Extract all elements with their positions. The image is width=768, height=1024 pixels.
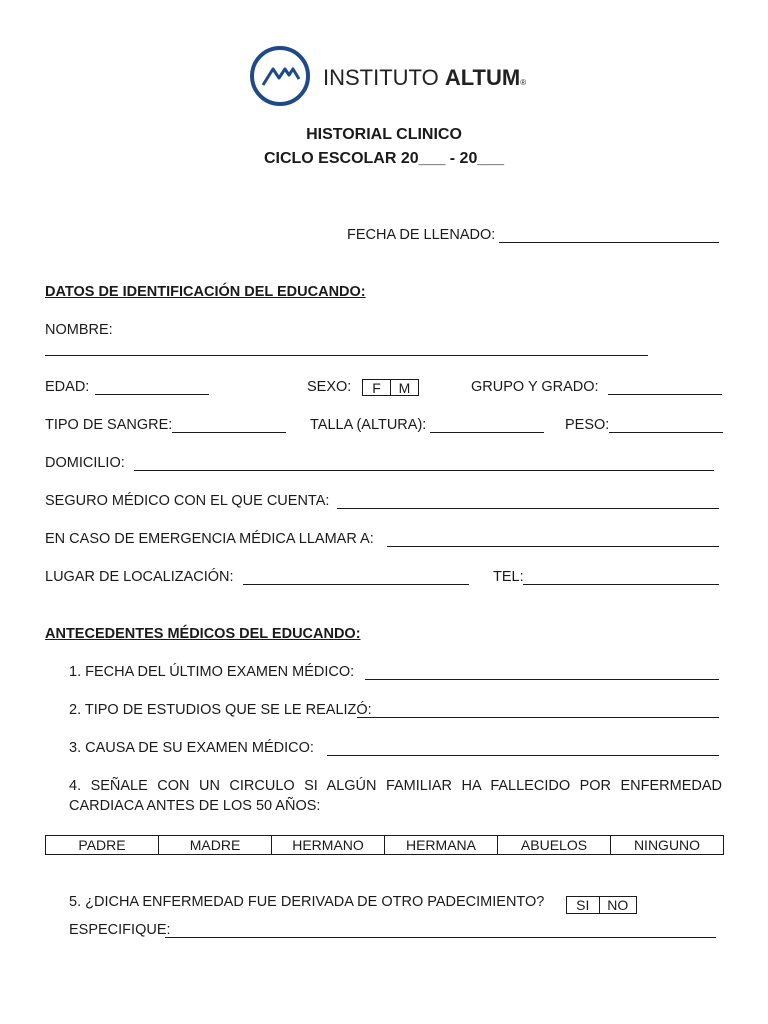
edad-field[interactable] bbox=[95, 394, 209, 395]
brand-name-bold: ALTUM bbox=[444, 65, 521, 90]
peso-field[interactable] bbox=[609, 432, 723, 433]
family-option-padre[interactable]: PADRE bbox=[46, 836, 159, 855]
tel-label: TEL: bbox=[493, 569, 524, 585]
q2-field[interactable] bbox=[357, 717, 719, 718]
fecha-field[interactable] bbox=[499, 242, 719, 243]
page-title: HISTORIAL CLINICO bbox=[306, 126, 462, 143]
talla-field[interactable] bbox=[430, 432, 544, 433]
q2-label: 2. TIPO DE ESTUDIOS QUE SE LE REALIZÓ: bbox=[69, 702, 372, 718]
edad-label: EDAD: bbox=[45, 379, 90, 395]
sangre-label: TIPO DE SANGRE: bbox=[45, 417, 173, 433]
q3-field[interactable] bbox=[327, 755, 719, 756]
q4-line2: CARDIACA ANTES DE LOS 50 AÑOS: bbox=[69, 798, 321, 814]
peso-label: PESO: bbox=[565, 417, 610, 433]
especifique-label: ESPECIFIQUE: bbox=[69, 922, 171, 938]
fecha-label: FECHA DE LLENADO: bbox=[347, 227, 496, 243]
domicilio-label: DOMICILIO: bbox=[45, 455, 125, 471]
lugar-field[interactable] bbox=[243, 584, 469, 585]
lugar-label: LUGAR DE LOCALIZACIÓN: bbox=[45, 569, 234, 585]
sexo-options bbox=[362, 379, 419, 396]
sangre-field[interactable] bbox=[172, 432, 286, 433]
q5-label: 5. ¿DICHA ENFERMEDAD FUE DERIVADA DE OTRO PADECIMIENTO? bbox=[69, 894, 545, 910]
mountain-logo-icon bbox=[249, 45, 311, 107]
sexo-option-f[interactable]: F bbox=[363, 380, 391, 395]
family-option-madre[interactable]: MADRE bbox=[159, 836, 272, 855]
seguro-field[interactable] bbox=[337, 508, 719, 509]
family-table bbox=[45, 835, 724, 855]
q5-options bbox=[566, 896, 637, 914]
sexo-option-m[interactable]: M bbox=[398, 379, 411, 396]
sexo-label: SEXO: bbox=[307, 379, 352, 395]
q3-label: 3. CAUSA DE SU EXAMEN MÉDICO: bbox=[69, 740, 314, 756]
family-option-hermano[interactable]: HERMANO bbox=[272, 836, 385, 855]
tel-field[interactable] bbox=[523, 584, 719, 585]
domicilio-field[interactable] bbox=[134, 470, 714, 471]
seguro-label: SEGURO MÉDICO CON EL QUE CUENTA: bbox=[45, 493, 330, 509]
brand-name-regular: INSTITUTO bbox=[323, 65, 439, 90]
page-subtitle: CICLO ESCOLAR 20___ - 20___ bbox=[263, 150, 505, 167]
nombre-label: NOMBRE: bbox=[45, 322, 113, 338]
nombre-field[interactable] bbox=[45, 355, 648, 356]
registered-mark: ® bbox=[520, 78, 527, 87]
family-option-ninguno[interactable]: NINGUNO bbox=[611, 836, 724, 855]
section-heading-antecedentes: ANTECEDENTES MÉDICOS DEL EDUCANDO: bbox=[45, 626, 361, 642]
section-heading-identificacion: DATOS DE IDENTIFICACIÓN DEL EDUCANDO: bbox=[45, 284, 366, 300]
grupo-field[interactable] bbox=[608, 394, 722, 395]
q4-line1: 4. SEÑALE CON UN CIRCULO SI ALGÚN FAMILIAR HA FALLECIDO POR ENFERMEDAD bbox=[69, 778, 722, 794]
family-option-hermana[interactable]: HERMANA bbox=[385, 836, 498, 855]
q1-field[interactable] bbox=[365, 679, 719, 680]
q5-option-si[interactable]: SI bbox=[567, 897, 600, 913]
emergencia-label: EN CASO DE EMERGENCIA MÉDICA LLAMAR A: bbox=[45, 531, 374, 547]
especifique-field[interactable] bbox=[165, 937, 716, 938]
talla-label: TALLA (ALTURA): bbox=[310, 417, 427, 433]
q5-option-no[interactable]: NO bbox=[607, 897, 629, 913]
logo bbox=[249, 45, 527, 107]
q1-label: 1. FECHA DEL ÚLTIMO EXAMEN MÉDICO: bbox=[69, 664, 355, 680]
emergencia-field[interactable] bbox=[387, 546, 719, 547]
family-option-abuelos[interactable]: ABUELOS bbox=[498, 836, 611, 855]
grupo-label: GRUPO Y GRADO: bbox=[471, 379, 599, 395]
